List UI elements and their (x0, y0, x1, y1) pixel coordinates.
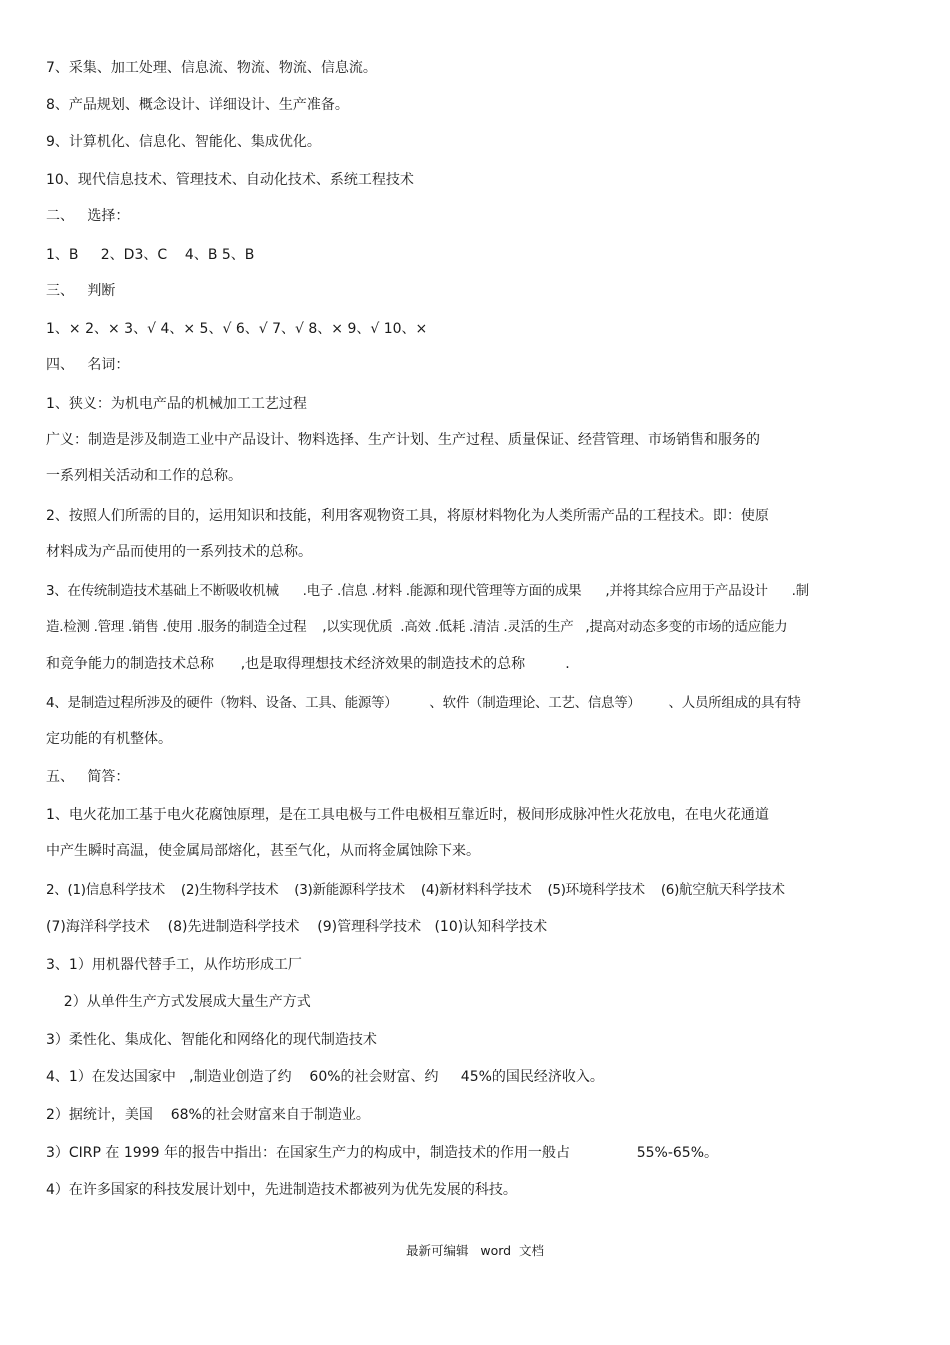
text-line: 2）据统计，美国 68%的社会财富来自于制造业。 (46, 1107, 370, 1123)
text-line: 和竞争能力的制造技术总称 ,也是取得理想技术经济效果的制造技术的总称 . (46, 656, 570, 672)
text-line: 4、是制造过程所涉及的硬件（物料、设备、工具、能源等） 、软件（制造理论、工艺、信息等） 、人员所组成的具有特 (46, 695, 801, 711)
text-line: 造.检测 .管理 .销售 .使用 .服务的制造全过程 ,以实现优质 .高效 .低耗 .清洁 .灵活的生产 ,提高对动态多变的市场的适应能力 (46, 619, 788, 635)
section-heading: 五、 简答： (46, 769, 130, 785)
text-line: 3、在传统制造技术基础上不断吸收机械 .电子 .信息 .材料 .能源和现代管理等方面的成果 ,并将其综合应用于产品设计 .制 (46, 583, 809, 599)
text-line: 1、电火花加工基于电火花腐蚀原理，是在工具电极与工件电极相互靠近时，极间形成脉冲性火花放电，在电火花通道 (46, 807, 769, 823)
text-line: 8、产品规划、概念设计、详细设计、生产准备。 (46, 97, 349, 113)
text-line: 中产生瞬时高温，使金属局部熔化，甚至气化，从而将金属蚀除下来。 (46, 843, 480, 859)
text-line: 1、B 2、D3、C 4、B 5、B (46, 247, 255, 263)
text-line: 3）柔性化、集成化、智能化和网络化的现代制造技术 (46, 1032, 377, 1048)
text-line: 定功能的有机整体。 (46, 731, 172, 747)
text-line: 9、计算机化、信息化、智能化、集成优化。 (46, 134, 321, 150)
section-heading: 四、 名词： (46, 357, 130, 373)
text-line: 10、现代信息技术、管理技术、自动化技术、系统工程技术 (46, 172, 414, 188)
text-line: 材料成为产品而使用的一系列技术的总称。 (46, 544, 312, 560)
text-line: 7、采集、加工处理、信息流、物流、物流、信息流。 (46, 60, 377, 76)
text-line: 一系列相关活动和工作的总称。 (46, 468, 242, 484)
page-footer: 最新可编辑 word 文档 (405, 1243, 545, 1258)
text-line: 3、1）用机器代替手工，从作坊形成工厂 (46, 957, 302, 973)
section-heading: 二、 选择： (46, 208, 130, 224)
text-line: 广义：制造是涉及制造工业中产品设计、物料选择、生产计划、生产过程、质量保证、经营管理、市场销售和服务的 (46, 432, 760, 448)
text-line: 4）在许多国家的科技发展计划中，先进制造技术都被列为优先发展的科技。 (46, 1182, 517, 1198)
text-line: 2）从单件生产方式发展成大量生产方式 (46, 994, 311, 1010)
text-line: 4、1）在发达国家中 ,制造业创造了约 60%的社会财富、约 45%的国民经济收入。 (46, 1069, 604, 1085)
text-line: 1、狭义：为机电产品的机械加工工艺过程 (46, 396, 307, 412)
text-line: 2、按照人们所需的目的，运用知识和技能，利用客观物资工具，将原材料物化为人类所需产品的工程技术。即：使原 (46, 508, 769, 524)
text-line: 2、(1)信息科学技术 (2)生物科学技术 (3)新能源科学技术 (4)新材料科学技术 (5)环境科学技术 (6)航空航天科学技术 (46, 882, 785, 898)
text-line: (7)海洋科学技术 (8)先进制造科学技术 (9)管理科学技术 (10)认知科学技术 (46, 919, 548, 935)
text-line: 1、× 2、× 3、√ 4、× 5、√ 6、√ 7、√ 8、× 9、√ 10、× (46, 321, 428, 337)
section-heading: 三、 判断 (46, 283, 116, 299)
text-line: 3）CIRP 在 1999 年的报告中指出：在国家生产力的构成中，制造技术的作用一般占 55%-65%。 (46, 1145, 718, 1161)
